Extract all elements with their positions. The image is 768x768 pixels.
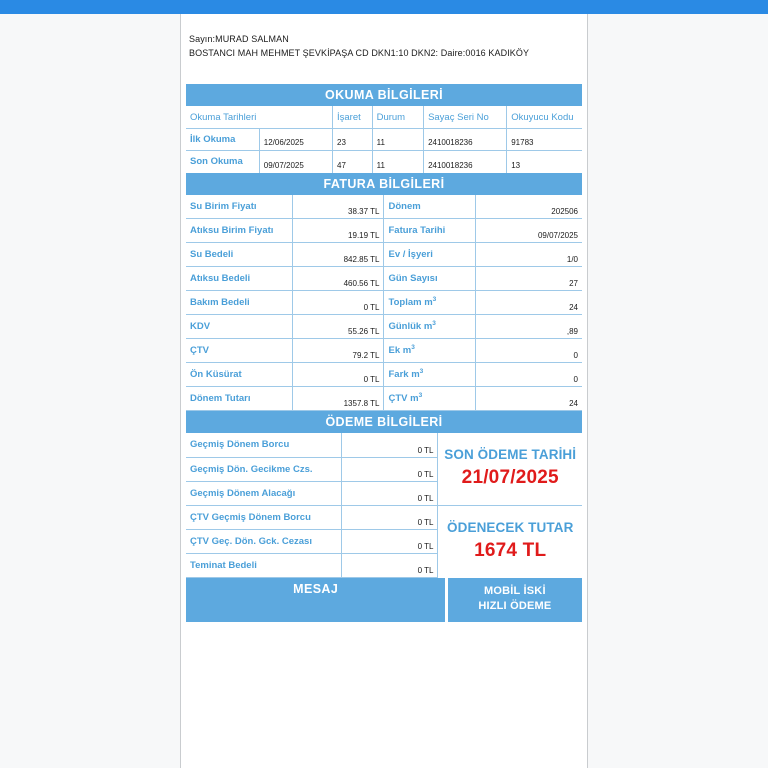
invoice-value: ,89 — [475, 315, 582, 339]
invoice-value: 842.85 TL — [293, 243, 384, 267]
cell-last-reading-durum: 11 — [372, 151, 423, 173]
cell-first-reading-date: 12/06/2025 — [259, 129, 332, 151]
invoice-table — [186, 195, 582, 412]
cell-first-reading-serial: 2410018236 — [424, 129, 507, 151]
due-date-box — [438, 433, 582, 506]
invoice-label: ÇTV $m^3$ — [384, 387, 475, 411]
due-date-value: 21/07/2025 — [461, 466, 559, 488]
payment-label: Geçmiş Dönem Borcu — [186, 433, 342, 457]
invoice-value: 79.2 TL — [293, 339, 384, 363]
mobil-iski-label: MOBİL İSKİ — [484, 584, 546, 597]
quick-pay-label: HIZLI ÖDEME — [478, 599, 552, 612]
payment-items-column — [186, 433, 437, 578]
cell-first-reading-isaret: 23 — [333, 129, 373, 151]
invoice-label: Fatura Tarihi — [384, 219, 475, 243]
row-label-last-reading: Son Okuma — [186, 151, 259, 173]
invoice-label: Dönem Tutarı — [186, 387, 293, 411]
section-header-invoice: FATURA BİLGİLERİ — [186, 173, 582, 195]
payment-value: 0 TL — [342, 481, 438, 505]
invoice-label: Su Bedeli — [186, 243, 293, 267]
amount-due-box — [438, 506, 582, 578]
reading-table — [186, 106, 582, 173]
invoice-value: 38.37 TL — [293, 195, 384, 219]
cell-first-reading-reader-code: 91783 — [507, 129, 582, 151]
table-row — [186, 505, 437, 529]
table-row — [186, 433, 437, 457]
invoice-label: Ön Küsürat — [186, 363, 293, 387]
col-header-durum: Durum — [372, 106, 423, 129]
invoice-value: 0 — [475, 363, 582, 387]
cell-last-reading-serial: 2410018236 — [424, 151, 507, 173]
app-top-bar — [0, 0, 768, 14]
table-row — [186, 219, 582, 243]
table-row — [186, 151, 582, 173]
mobil-iski-quick-pay-button[interactable] — [448, 578, 582, 622]
table-row — [186, 339, 582, 363]
payment-label: Geçmiş Dön. Gecikme Czs. — [186, 457, 342, 481]
invoice-document-page — [180, 14, 588, 768]
document-footer — [186, 578, 582, 622]
col-header-reading-dates: Okuma Tarihleri — [186, 106, 333, 129]
table-row — [186, 529, 437, 553]
table-row — [186, 315, 582, 339]
invoice-value: 55.26 TL — [293, 315, 384, 339]
table-row — [186, 387, 582, 411]
customer-address: BOSTANCI MAH MEHMET ŞEVKİPAŞA CD DKN1:10 DKN2: Daire:0016 KADIKÖY — [189, 48, 530, 58]
table-row — [186, 195, 582, 219]
invoice-value: 0 TL — [293, 363, 384, 387]
payment-value: 0 TL — [342, 553, 438, 577]
col-header-meter-serial: Sayaç Seri No — [424, 106, 507, 129]
document-body — [181, 84, 587, 622]
invoice-value: 0 — [475, 339, 582, 363]
invoice-label: Su Birim Fiyatı — [186, 195, 293, 219]
invoice-label: ÇTV — [186, 339, 293, 363]
invoice-value: 0 TL — [293, 291, 384, 315]
invoice-value: 1357.8 TL — [293, 387, 384, 411]
table-row — [186, 481, 437, 505]
invoice-label: Günlük $m^3$ — [384, 315, 475, 339]
invoice-value: 19.19 TL — [293, 219, 384, 243]
cell-first-reading-durum: 11 — [372, 129, 423, 151]
invoice-value: 24 — [475, 387, 582, 411]
payment-section — [186, 433, 582, 578]
invoice-value: 24 — [475, 291, 582, 315]
table-row — [186, 553, 437, 577]
payment-label: ÇTV Geçmiş Dönem Borcu — [186, 505, 342, 529]
cell-last-reading-date: 09/07/2025 — [259, 151, 332, 173]
invoice-label: Gün Sayısı — [384, 267, 475, 291]
due-date-title: SON ÖDEME TARİHİ — [444, 446, 577, 462]
payment-label: ÇTV Geç. Dön. Gck. Cezası — [186, 529, 342, 553]
row-label-first-reading: İlk Okuma — [186, 129, 259, 151]
table-row — [186, 129, 582, 151]
invoice-label: Fark $m^3$ — [384, 363, 475, 387]
payment-label: Geçmiş Dönem Alacağı — [186, 481, 342, 505]
payment-value: 0 TL — [342, 505, 438, 529]
payment-value: 0 TL — [342, 457, 438, 481]
invoice-label: Atıksu Bedeli — [186, 267, 293, 291]
invoice-label: Toplam $m^3$ — [384, 291, 475, 315]
message-banner: MESAJ — [186, 578, 445, 622]
table-row — [186, 457, 437, 481]
table-row — [186, 363, 582, 387]
section-header-reading: OKUMA BİLGİLERİ — [186, 84, 582, 106]
payment-summary-column — [437, 433, 582, 578]
invoice-value: 1/0 — [475, 243, 582, 267]
invoice-value: 460.56 TL — [293, 267, 384, 291]
payment-table — [186, 433, 437, 578]
reading-table-header-row — [186, 106, 582, 129]
amount-due-value: 1674 TL — [474, 539, 547, 561]
table-row — [186, 267, 582, 291]
payment-label: Teminat Bedeli — [186, 553, 342, 577]
payment-value: 0 TL — [342, 529, 438, 553]
invoice-value: 202506 — [475, 195, 582, 219]
invoice-label: Dönem — [384, 195, 475, 219]
invoice-label: Ek $m^3$ — [384, 339, 475, 363]
table-row — [186, 291, 582, 315]
invoice-label: Bakım Bedeli — [186, 291, 293, 315]
cell-last-reading-isaret: 47 — [333, 151, 373, 173]
customer-address-block — [181, 14, 587, 60]
section-header-payment: ÖDEME BİLGİLERİ — [186, 411, 582, 433]
invoice-label: KDV — [186, 315, 293, 339]
col-header-isaret: İşaret — [333, 106, 373, 129]
invoice-value: 27 — [475, 267, 582, 291]
cell-last-reading-reader-code: 13 — [507, 151, 582, 173]
table-row — [186, 243, 582, 267]
amount-due-title: ÖDENECEK TUTAR — [447, 519, 574, 535]
invoice-label: Ev / İşyeri — [384, 243, 475, 267]
customer-name: Sayın:MURAD SALMAN — [189, 34, 289, 44]
col-header-reader-code: Okuyucu Kodu — [511, 112, 574, 123]
payment-value: 0 TL — [342, 433, 438, 457]
invoice-label: Atıksu Birim Fiyatı — [186, 219, 293, 243]
invoice-value: 09/07/2025 — [475, 219, 582, 243]
